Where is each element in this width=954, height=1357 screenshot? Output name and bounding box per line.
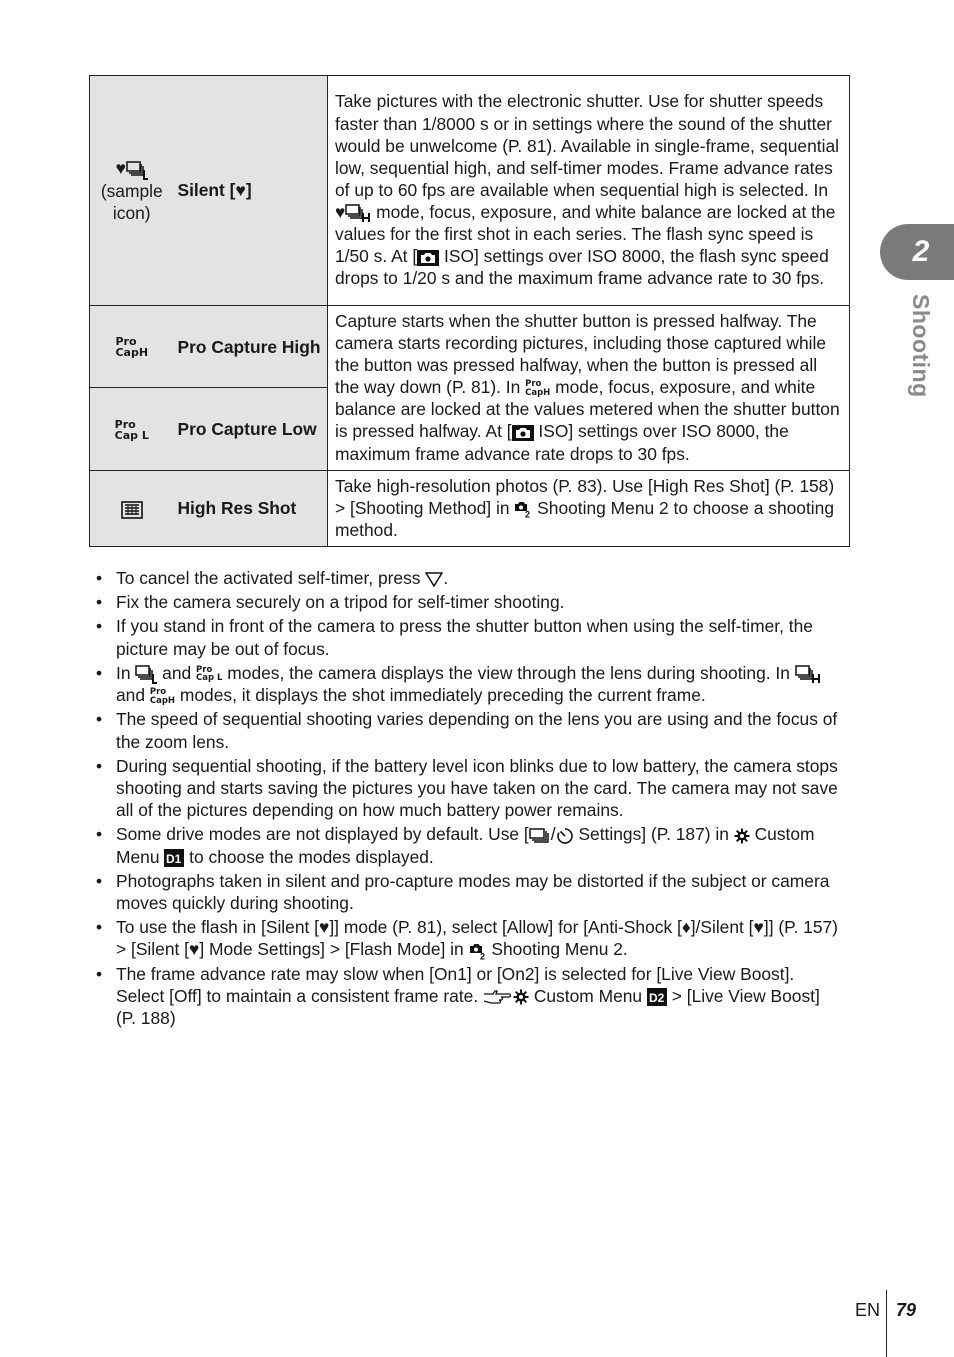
note-text: . <box>443 568 449 588</box>
pro-capture-high-name-cell <box>174 306 328 388</box>
mode-name: Silent [ <box>177 180 236 201</box>
heart-icon: ♥ <box>335 201 346 222</box>
list-item: • If you stand in front of the camera to press the shutter button when using the self-timer, the picture may be out of focus. <box>96 615 841 659</box>
note-text: In <box>116 662 136 683</box>
bracket-close: ] <box>245 180 252 201</box>
pro-capture-description <box>328 306 850 471</box>
pro-capture-low-icon <box>196 666 222 683</box>
silent-icon-cell <box>90 76 174 306</box>
svg-text:D2: D2 <box>648 991 665 1006</box>
diamond-icon: ♦ <box>681 917 691 938</box>
desc-text: ISO] settings over ISO 8000, the maximum frame advance rate drops to 30 fps. <box>335 421 789 464</box>
note-text: modes, the camera displays the view through the lens during shooting. In <box>222 662 795 683</box>
list-item: • During sequential shooting, if the battery level icon blinks due to low battery, the camera stops shooting and starts saving the pictures you have taken on the card. The camera may not save all of the pictures depending on how much battery power remains. <box>96 755 841 822</box>
svg-text:2: 2 <box>479 951 485 960</box>
sequential-high-icon <box>795 664 821 684</box>
heart-icon: ♥ <box>115 158 126 179</box>
heart-icon: ♥ <box>753 917 764 938</box>
pro-capture-high-icon-cell <box>90 306 174 388</box>
footer-divider <box>886 1290 887 1357</box>
note-text: modes, it displays the shot immediately preceding the current frame. <box>175 685 706 706</box>
chapter-tab <box>880 224 954 280</box>
mode-name: Pro Capture High <box>177 336 321 357</box>
self-timer-icon <box>556 827 574 845</box>
note-text: Custom Menu <box>116 824 815 867</box>
table-row-high-res <box>90 470 850 546</box>
note-text: Some drive modes are not displayed by default. Use [ <box>116 824 529 845</box>
gear-icon <box>734 828 750 844</box>
high-res-shot-icon <box>121 501 143 519</box>
icon-text: Cap L <box>196 673 223 684</box>
heart-icon: ♥ <box>189 939 200 960</box>
footer-language: EN <box>855 1300 881 1320</box>
note-text: ]/Silent [ <box>690 917 754 938</box>
pro-capture-low-icon-cell <box>90 388 174 470</box>
note-text: To cancel the activated self-timer, press <box>116 568 426 588</box>
icon-text: CapH <box>525 387 551 398</box>
icon-text: Pro <box>149 687 167 698</box>
icon-text: CapH <box>115 346 149 360</box>
icon-text: Pro <box>115 335 137 349</box>
note-text: To use the flash in [Silent [ <box>116 917 320 938</box>
note-text: ] Mode Settings] > [Flash Mode] in <box>199 939 469 960</box>
mode-name: High Res Shot <box>177 498 297 519</box>
desc-text: Take pictures with the electronic shutter. Use for shutter speeds faster than 1/8000 s or in settings where the sound of the shutter would be unwelcome (P. 81). Available in single-frame, sequential low, sequential high, and self-timer modes. Frame advance rates of up to 60 fps are available when sequential high is selected. In <box>335 91 839 200</box>
shooting-menu-2-icon <box>514 500 532 518</box>
desc-text: mode, focus, exposure, and white balance are locked at the values for the first shot in each series. The flash sync speed is 1/50 s. At [ <box>335 201 836 267</box>
page-number: 79 <box>896 1300 917 1320</box>
down-triangle-icon <box>425 572 443 587</box>
note-text: ]] mode (P. 81), select [Allow] for [Anti-Shock [ <box>329 917 682 938</box>
desc-text: mode, focus, exposure, and white balance are locked at the values metered when the shutter button is pressed halfway. At [ <box>335 377 840 442</box>
heart-icon: ♥ <box>319 917 330 938</box>
custom-menu-d1-icon <box>164 849 184 867</box>
note-text: The frame advance rate may slow when [On1] or [On2] is selected for [Live View Boost]. Select [Off] to maintain a consistent frame rate. <box>116 963 795 1006</box>
pro-capture-high-icon <box>150 688 175 705</box>
icon-caption: (sample icon) <box>100 180 163 223</box>
svg-text:2: 2 <box>525 509 531 519</box>
high-res-icon-cell <box>90 470 174 546</box>
notes-list <box>96 567 841 1031</box>
desc-text: Take high-resolution photos (P. 83). Use [High Res Shot] (P. 158) > [Shooting Method] in <box>335 475 835 518</box>
desc-text: Shooting Menu 2 to choose a shooting method. <box>335 497 834 540</box>
icon-text: CapH <box>149 695 176 706</box>
note-text: ]] (P. 157) > [Silent [ <box>116 917 838 960</box>
list-item <box>96 662 841 707</box>
chapter-label: Shooting <box>908 294 934 398</box>
table-row-silent <box>90 76 850 306</box>
icon-text: Pro <box>196 664 213 675</box>
note-text: and <box>157 662 197 683</box>
list-item: • Fix the camera securely on a tripod for self-timer shooting. <box>96 591 841 613</box>
high-res-description <box>328 470 850 546</box>
pro-capture-low-name-cell <box>174 388 328 470</box>
list-item <box>96 916 841 960</box>
note-text: Custom Menu <box>529 985 647 1006</box>
sequential-low-icon <box>126 160 148 180</box>
custom-menu-d2-icon <box>647 988 667 1006</box>
pointing-hand-icon <box>483 989 513 1005</box>
sequential-high-icon <box>345 203 371 223</box>
table-row-pro-high <box>90 306 850 388</box>
note-text: to choose the modes displayed. <box>184 846 434 867</box>
note-text: Shooting Menu 2. <box>486 939 628 960</box>
list-item <box>96 963 841 1030</box>
icon-text: Pro <box>114 417 136 431</box>
list-item <box>96 823 841 867</box>
desc-text: ISO] settings over ISO 8000, the flash sync speed drops to 1/20 s and the maximum frame advance rate to 30 fps. <box>335 246 829 289</box>
list-item <box>96 567 841 589</box>
high-res-name-cell <box>174 470 328 546</box>
pro-capture-low-icon <box>115 419 149 441</box>
chapter-number: 2 <box>912 235 930 268</box>
silent-description <box>328 76 850 306</box>
sequential-low-icon <box>135 664 157 684</box>
heart-icon: ♥ <box>235 180 246 201</box>
list-item: • Photographs taken in silent and pro-capture modes may be distorted if the subject or camera moves quickly during shooting. <box>96 870 841 914</box>
sequential-icon <box>529 827 551 845</box>
drive-mode-table <box>89 75 850 547</box>
shooting-menu-2-icon <box>469 942 487 960</box>
silent-name-cell <box>174 76 328 306</box>
note-text: and <box>116 685 150 706</box>
icon-text: Cap L <box>114 428 149 442</box>
note-text: Settings] (P. 187) in <box>573 824 734 845</box>
desc-text: Capture starts when the shutter button is pressed halfway. The camera starts recording pictures, including those captured while the button was pressed halfway, when the button is pressed all the way down (P. 81). In <box>335 311 827 398</box>
list-item: • The speed of sequential shooting varies depending on the lens you are using and the focus of the zoom lens. <box>96 708 841 752</box>
mode-name: Pro Capture Low <box>177 418 317 439</box>
icon-text: Pro <box>525 379 542 390</box>
note-text: / <box>550 824 556 845</box>
camera-icon <box>417 250 439 266</box>
camera-icon <box>512 425 534 441</box>
pro-capture-icon <box>525 380 550 397</box>
pro-capture-high-icon <box>115 336 148 358</box>
svg-text:D1: D1 <box>166 852 182 867</box>
gear-icon <box>513 989 529 1005</box>
note-text: > [Live View Boost] (P. 188) <box>116 985 820 1029</box>
